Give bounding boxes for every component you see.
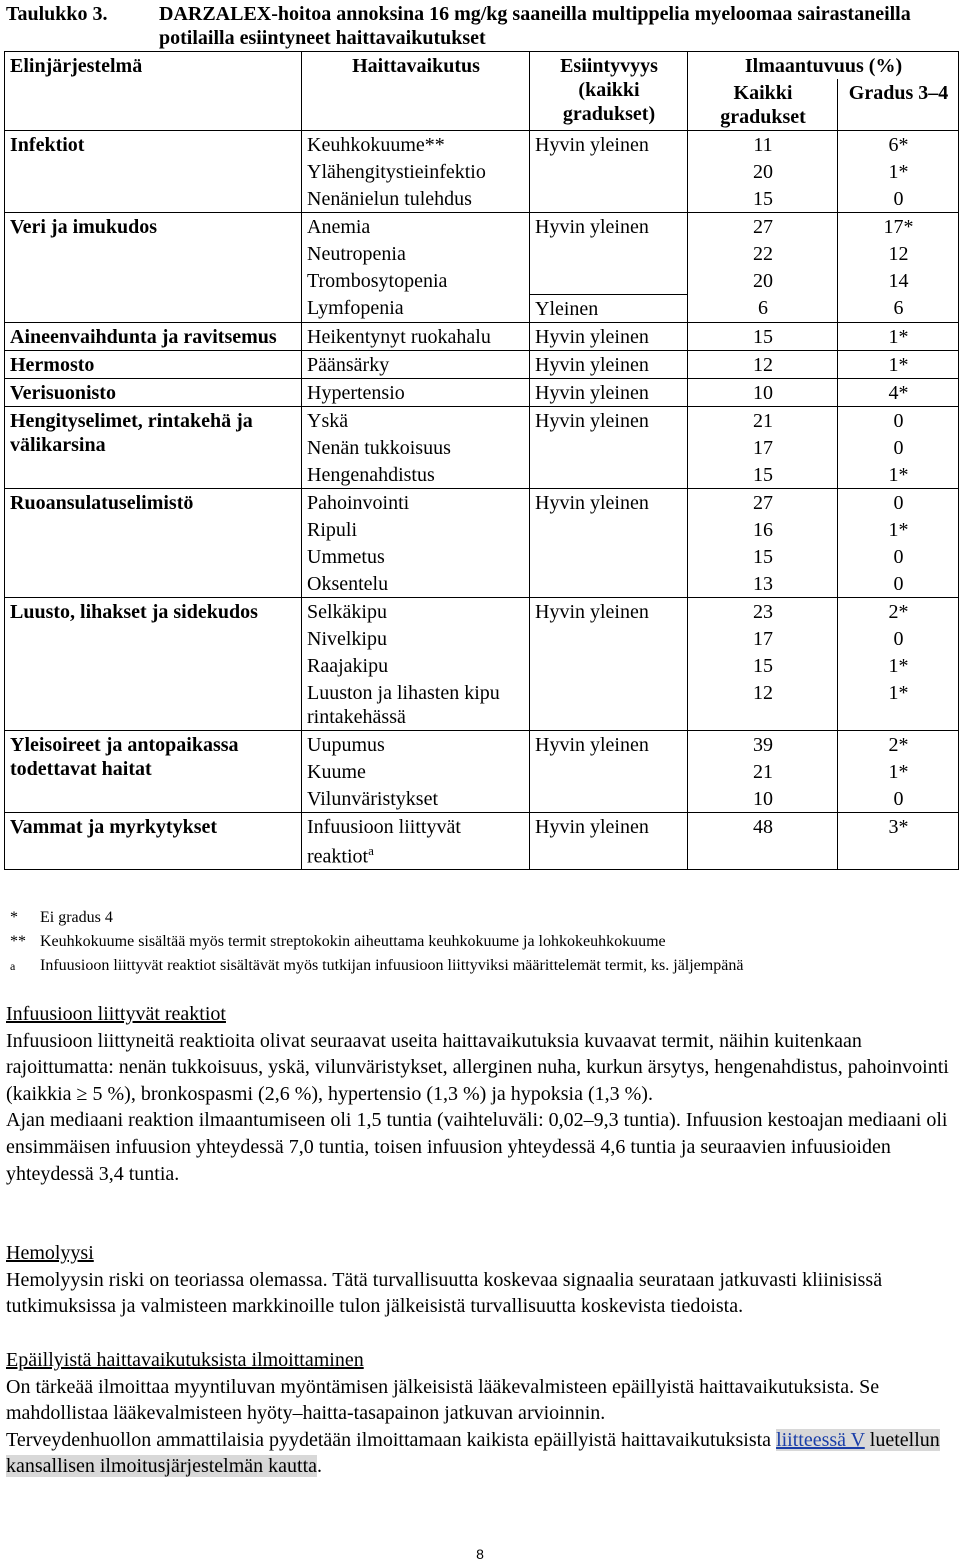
annex-v-link[interactable]: liitteessä V: [776, 1428, 865, 1451]
grade34-cell: 1*: [838, 516, 959, 543]
footnote: [10, 954, 950, 978]
frequency-cell: Hyvin yleinen: [530, 730, 688, 812]
grade34-cell: 0: [838, 625, 959, 652]
paragraph: Ajan mediaani reaktion ilmaantumiseen oli 1,5 tuntia (vaihteluväli: 0,02–9,3 tuntia). Infuusion kestoajan mediaani oli ensimmäisen infuusion yhteydessä 7,0 tuntia, toisen infuusion yhteydessä 4,6 tuntia ja seuraavien infuusioiden yhteydessä 3,4 tuntia.: [6, 1109, 948, 1185]
system-cell: Hermosto: [5, 350, 302, 378]
table-row: [5, 812, 959, 870]
section-infusion-reactions: [6, 1001, 956, 1187]
table-number: Taulukko 3.: [6, 3, 108, 25]
grade34-cell: 14: [838, 267, 959, 294]
grade34-cell: 0: [838, 406, 959, 434]
all-grades-cell: 17: [688, 625, 838, 652]
footnote-mark: *: [10, 909, 18, 926]
paragraph: Terveydenhuollon ammattilaisia pyydetään ilmoittamaan kaikista epäillyistä haittavaikutuksista liitteessä V luetellun kansallisen ilmoitusjärjestelmän kautta.: [6, 1428, 940, 1478]
reaction-cell: Keuhkokuume**: [302, 131, 530, 159]
page-number: 8: [476, 1546, 484, 1562]
grade34-cell: 6: [838, 294, 959, 322]
grade34-cell: 6*: [838, 131, 959, 159]
grade34-cell: 1*: [838, 758, 959, 785]
grade34-cell: 0: [838, 785, 959, 813]
all-grades-cell: 15: [688, 652, 838, 679]
grade34-cell: 12: [838, 240, 959, 267]
reaction-cell: Infuusioon liittyvät reaktiot$^a$: [302, 812, 530, 870]
all-grades-cell: 15: [688, 185, 838, 213]
grade34-cell: 2*: [838, 730, 959, 758]
paragraph: Infuusioon liittyneitä reaktioita olivat seuraavat useita haittavaikutuksia kuvaavat termit, näihin kuitenkaan rajoittumatta: nenän tukkoisuus, yskä, vilunväristykset, allerginen nuha, kurkun ärsytys, hengenahdistus, pahoinvointi (kaikkia ≥ 5 %), bronkospasmi (2,6 %), hypertensio (1,3 %) ja hypoksia (1,3 %).: [6, 1029, 949, 1105]
frequency-cell: Hyvin yleinen: [530, 488, 688, 597]
reaction-cell: Nenän tukkoisuus: [302, 434, 530, 461]
reaction-cell: Trombosytopenia: [302, 267, 530, 294]
table-row: [5, 213, 959, 241]
frequency-cell: Yleinen: [530, 294, 688, 322]
table-row: [5, 488, 959, 516]
all-grades-cell: 10: [688, 378, 838, 406]
grade34-cell: 1*: [838, 158, 959, 185]
table-row: [5, 597, 959, 625]
footnote-text: Keuhkokuume sisältää myös termit streptokokin aiheuttama keuhkokuume ja lohkokeuhkokuume: [40, 933, 666, 950]
frequency-cell: Hyvin yleinen: [530, 812, 688, 870]
frequency-cell: Hyvin yleinen: [530, 597, 688, 730]
all-grades-cell: 39: [688, 730, 838, 758]
reaction-cell: Ummetus: [302, 543, 530, 570]
paragraph: Hemolyysin riski on teoriassa olemassa. Tätä turvallisuutta koskevaa signaalia seurataan jatkuvasti kliinisissä tutkimuksissa ja valmisteen markkinoille tulon jälkeisistä turvallisuutta koskevista tiedoista.: [6, 1268, 883, 1318]
header-frequency: Esiintyvyys (kaikki gradukset): [530, 52, 688, 131]
table-title: DARZALEX-hoitoa annoksina 16 mg/kg saaneilla multippelia myeloomaa sairastaneilla potilailla esiintyneet haittavaikutukset: [159, 3, 911, 49]
grade34-cell: 0: [838, 543, 959, 570]
footnotes: [10, 906, 950, 978]
table-row: [5, 378, 959, 406]
grade34-cell: 0: [838, 434, 959, 461]
grade34-cell: 3*: [838, 812, 959, 870]
reaction-cell: Ripuli: [302, 516, 530, 543]
system-cell: Luusto, lihakset ja sidekudos: [5, 597, 302, 730]
reaction-cell: Selkäkipu: [302, 597, 530, 625]
all-grades-cell: 15: [688, 322, 838, 350]
system-cell: Hengityselimet, rintakehä ja välikarsina: [5, 406, 302, 488]
all-grades-cell: 48: [688, 812, 838, 870]
header-system: Elinjärjestelmä: [5, 52, 302, 131]
reaction-cell: Hypertensio: [302, 378, 530, 406]
all-grades-cell: 27: [688, 488, 838, 516]
reaction-cell: Oksentelu: [302, 570, 530, 598]
frequency-cell: Hyvin yleinen: [530, 131, 688, 213]
table-row: [5, 131, 959, 159]
system-cell: Verisuonisto: [5, 378, 302, 406]
footnote-mark: a: [10, 959, 16, 973]
table-row: [5, 730, 959, 758]
section-heading: Epäillyistä haittavaikutuksista ilmoittaminen: [6, 1349, 364, 1371]
grade34-cell: 1*: [838, 461, 959, 489]
all-grades-cell: 22: [688, 240, 838, 267]
frequency-cell: Hyvin yleinen: [530, 213, 688, 295]
paragraph: On tärkeää ilmoittaa myyntiluvan myöntämisen jälkeisistä lääkevalmisteen epäillyistä haittavaikutuksista. Se mahdollistaa lääkevalmisteen hyöty–haitta-tasapainon jatkuvan arvioinnin.: [6, 1375, 880, 1425]
grade34-cell: 1*: [838, 322, 959, 350]
reaction-cell: Luuston ja lihasten kipu rintakehässä: [302, 679, 530, 731]
reaction-cell: Yskä: [302, 406, 530, 434]
grade34-cell: 1*: [838, 652, 959, 679]
grade34-cell: 17*: [838, 213, 959, 241]
all-grades-cell: 23: [688, 597, 838, 625]
grade34-cell: 2*: [838, 597, 959, 625]
all-grades-cell: 13: [688, 570, 838, 598]
reaction-cell: Nenänielun tulehdus: [302, 185, 530, 213]
table-body: [5, 131, 959, 870]
reaction-cell: Anemia: [302, 213, 530, 241]
reaction-cell: Raajakipu: [302, 652, 530, 679]
all-grades-cell: 27: [688, 213, 838, 241]
all-grades-cell: 21: [688, 406, 838, 434]
reaction-cell: Heikentynyt ruokahalu: [302, 322, 530, 350]
footnote: [10, 930, 950, 954]
section-heading: Infuusioon liittyvät reaktiot: [6, 1003, 226, 1025]
reaction-cell: Ylähengitystieinfektio: [302, 158, 530, 185]
system-cell: Yleisoireet ja antopaikassa todettavat haitat: [5, 730, 302, 812]
all-grades-cell: 20: [688, 267, 838, 294]
header-grade34: Gradus 3–4: [838, 79, 959, 131]
header-reaction: Haittavaikutus: [302, 52, 530, 131]
header-all-grades: Kaikki gradukset: [688, 79, 838, 131]
system-cell: Ruoansulatuselimistö: [5, 488, 302, 597]
adverse-reactions-table: [4, 51, 959, 870]
reaction-cell: Vilunväristykset: [302, 785, 530, 813]
reaction-cell: Nivelkipu: [302, 625, 530, 652]
all-grades-cell: 20: [688, 158, 838, 185]
all-grades-cell: 6: [688, 294, 838, 322]
reporting-highlight: luetellun kansallisen ilmoitusjärjestelmän kautta: [6, 1428, 940, 1478]
frequency-cell: Hyvin yleinen: [530, 406, 688, 488]
frequency-cell: Hyvin yleinen: [530, 378, 688, 406]
all-grades-cell: 11: [688, 131, 838, 159]
reaction-cell: Pahoinvointi: [302, 488, 530, 516]
all-grades-cell: 15: [688, 461, 838, 489]
table-row: [5, 350, 959, 378]
system-cell: Infektiot: [5, 131, 302, 213]
grade34-cell: 1*: [838, 350, 959, 378]
header-incidence: Ilmaantuvuus (%): [688, 52, 959, 80]
all-grades-cell: 12: [688, 350, 838, 378]
reaction-cell: Lymfopenia: [302, 294, 530, 322]
section-reporting: [6, 1347, 956, 1480]
grade34-cell: 0: [838, 488, 959, 516]
table-row: [5, 406, 959, 434]
all-grades-cell: 10: [688, 785, 838, 813]
grade34-cell: 4*: [838, 378, 959, 406]
reaction-cell: Hengenahdistus: [302, 461, 530, 489]
system-cell: Veri ja imukudos: [5, 213, 302, 323]
all-grades-cell: 15: [688, 543, 838, 570]
table-row: [5, 322, 959, 350]
all-grades-cell: 17: [688, 434, 838, 461]
section-hemolysis: [6, 1240, 956, 1320]
footnote: [10, 906, 950, 930]
grade34-cell: 0: [838, 185, 959, 213]
all-grades-cell: 16: [688, 516, 838, 543]
grade34-cell: 1*: [838, 679, 959, 731]
footnote-text: Ei gradus 4: [40, 909, 113, 926]
system-cell: Aineenvaihdunta ja ravitsemus: [5, 322, 302, 350]
frequency-cell: Hyvin yleinen: [530, 350, 688, 378]
footnote-mark: **: [10, 933, 26, 950]
grade34-cell: 0: [838, 570, 959, 598]
reaction-cell: Päänsärky: [302, 350, 530, 378]
section-heading: Hemolyysi: [6, 1242, 94, 1264]
reaction-cell: Kuume: [302, 758, 530, 785]
footnote-text: Infuusioon liittyvät reaktiot sisältävät myös tutkijan infuusioon liittyviksi määrittelemät termit, ks. jäljempänä: [40, 957, 744, 974]
frequency-cell: Hyvin yleinen: [530, 322, 688, 350]
all-grades-cell: 21: [688, 758, 838, 785]
all-grades-cell: 12: [688, 679, 838, 731]
reaction-cell: Neutropenia: [302, 240, 530, 267]
reaction-cell: Uupumus: [302, 730, 530, 758]
system-cell: Vammat ja myrkytykset: [5, 812, 302, 870]
